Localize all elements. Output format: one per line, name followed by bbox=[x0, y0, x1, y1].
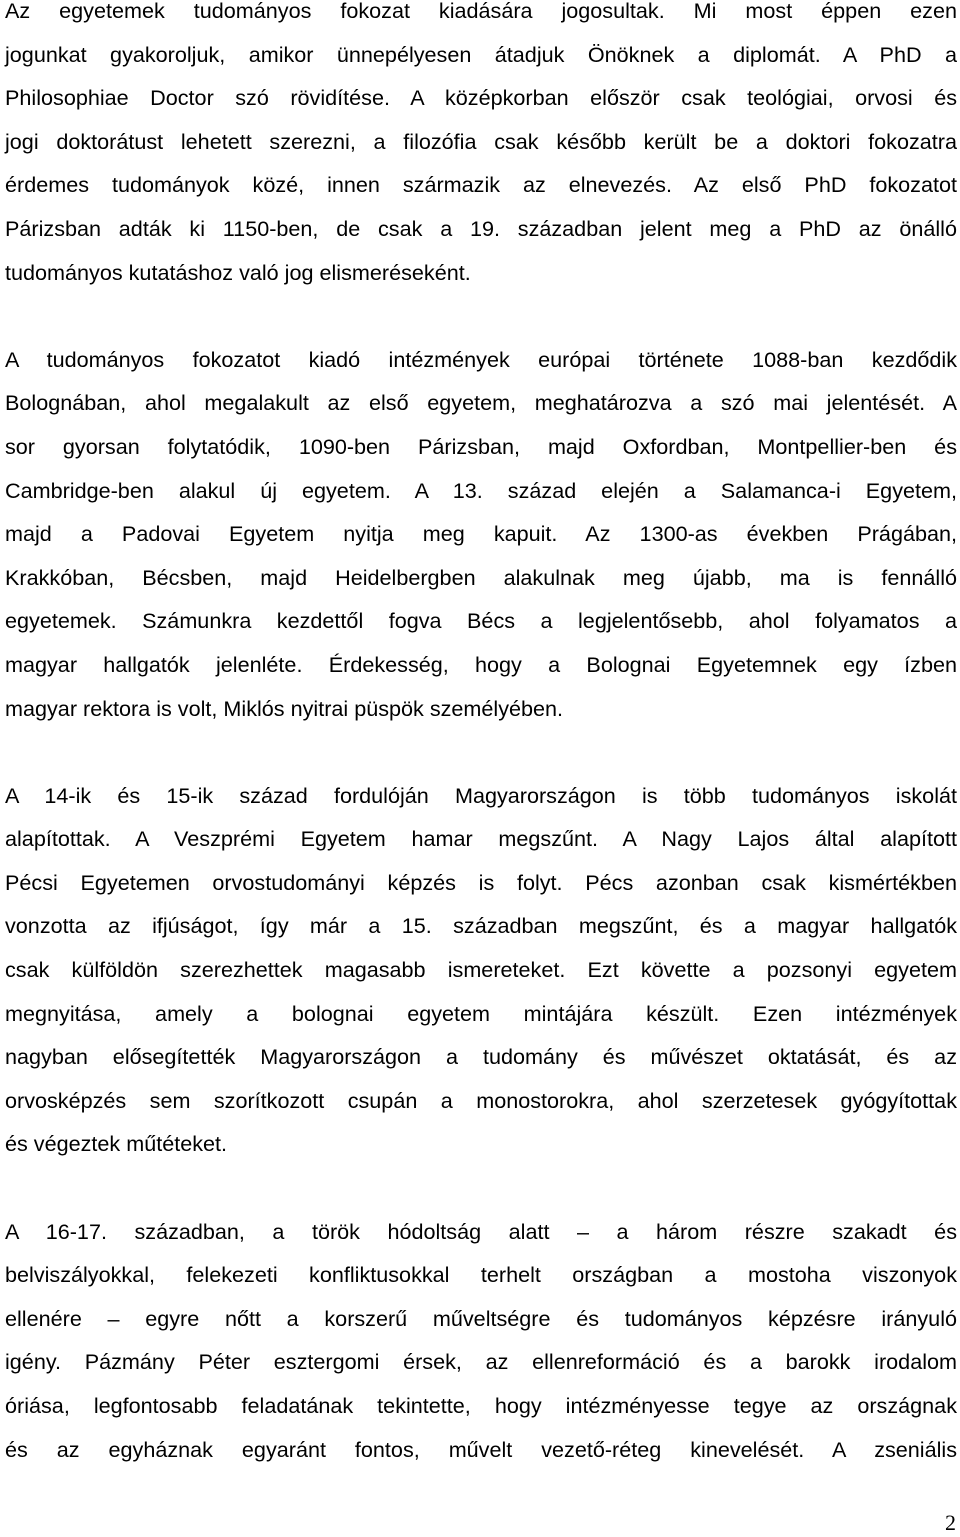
text-line: majd a Padovai Egyetem nyitja meg kapuit. Az 1300-as években Prágában, bbox=[5, 521, 957, 547]
text-line: A 14-ik és 15-ik század fordulóján Magyarországon is több tudományos iskolát bbox=[5, 782, 957, 808]
text-line: egyetemek. Számunkra kezdettől fogva Bécs a legjelentősebb, ahol folyamatos a bbox=[5, 608, 957, 634]
text-line: A 16-17. században, a török hódoltság alatt – a három részre szakadt és bbox=[5, 1218, 957, 1244]
text-line: ellenére – egyre nőtt a korszerű műveltségre és tudományos képzésre irányuló bbox=[5, 1305, 957, 1331]
text-line: alapítottak. A Veszprémi Egyetem hamar megszűnt. A Nagy Lajos által alapított bbox=[5, 826, 957, 852]
paragraph-european-universities bbox=[5, 338, 957, 730]
paragraph-gap bbox=[5, 294, 957, 338]
text-line: A tudományos fokozatot kiadó intézmények európai története 1088-ban kezdődik bbox=[5, 346, 957, 372]
text-line: és az egyháznak egyaránt fontos, művelt vezető-réteg kinevelését. A zseniális bbox=[5, 1436, 957, 1462]
paragraph-gap bbox=[5, 730, 957, 774]
text-line: Bolognában, ahol megalakult az első egyetem, meghatározva a szó mai jelentését. A bbox=[5, 390, 957, 416]
paragraph-ottoman-era bbox=[5, 1210, 957, 1472]
text-line: sor gyorsan folytatódik, 1090-ben Párizsban, majd Oxfordban, Montpellier-ben és bbox=[5, 433, 957, 459]
text-line: magyar hallgatók jelenléte. Érdekesség, hogy a Bolognai Egyetemnek egy ízben bbox=[5, 651, 957, 677]
text-line: igény. Pázmány Péter esztergomi érsek, az ellenreformáció és a barokk irodalom bbox=[5, 1349, 957, 1375]
text-line: Párizsban adták ki 1150-ben, de csak a 19. században jelent meg a PhD az önálló bbox=[5, 215, 957, 241]
paragraph-gap bbox=[5, 1166, 957, 1210]
text-line: Cambridge-ben alakul új egyetem. A 13. század elején a Salamanca-i Egyetem, bbox=[5, 477, 957, 503]
text-line: jogunkat gyakoroljuk, amikor ünnepélyesen átadjuk Önöknek a diplomát. A PhD a bbox=[5, 41, 957, 67]
text-line: Krakkóban, Bécsben, majd Heidelbergben alakulnak meg újabb, ma is fennálló bbox=[5, 564, 957, 590]
text-line: érdemes tudományok közé, innen származik az elnevezés. Az első PhD fokozatot bbox=[5, 172, 957, 198]
text-line: óriása, legfontosabb feladatának tekintette, hogy intézményesse tegye az országnak bbox=[5, 1393, 957, 1418]
text-line: belviszályokkal, felekezeti konfliktusokkal terhelt országban a mostoha viszonyok bbox=[5, 1262, 957, 1288]
text-line: Philosophiae Doctor szó rövidítése. A középkorban először csak teológiai, orvosi és bbox=[5, 85, 957, 111]
text-line: magyar rektora is volt, Miklós nyitrai püspök személyében. bbox=[5, 695, 564, 721]
text-line: jogi doktorátust lehetett szerezni, a filozófia csak később került be a doktori fokozatra bbox=[5, 128, 957, 154]
text-line: Az egyetemek tudományos fokozat kiadására jogosultak. Mi most éppen ezen bbox=[5, 0, 957, 23]
paragraph-hungarian-schools bbox=[5, 774, 957, 1166]
page-number: 2 bbox=[945, 1510, 956, 1535]
text-line: nagyban elősegítették Magyarországon a tudomány és művészet oktatását, és az bbox=[5, 1044, 957, 1070]
text-line: Pécsi Egyetemen orvostudományi képzés is folyt. Pécs azonban csak kismértékben bbox=[5, 869, 957, 895]
text-line: orvosképzés sem szorítkozott csupán a monostorokra, ahol szerzetesek gyógyítottak bbox=[5, 1087, 957, 1113]
text-line: tudományos kutatáshoz való jog elismeréseként. bbox=[5, 259, 471, 285]
text-line: megnyitása, amely a bolognai egyetem mintájára készült. Ezen intézmények bbox=[5, 1000, 957, 1026]
document-page bbox=[5, 0, 957, 1471]
text-line: csak külföldön szerezhettek magasabb ismereteket. Ezt követte a pozsonyi egyetem bbox=[5, 957, 957, 983]
text-line: vonzotta az ifjúságot, így már a 15. században megszűnt, és a magyar hallgatók bbox=[5, 913, 957, 939]
text-line: és végeztek műtéteket. bbox=[5, 1131, 228, 1157]
paragraph-phd-origin bbox=[5, 0, 957, 294]
